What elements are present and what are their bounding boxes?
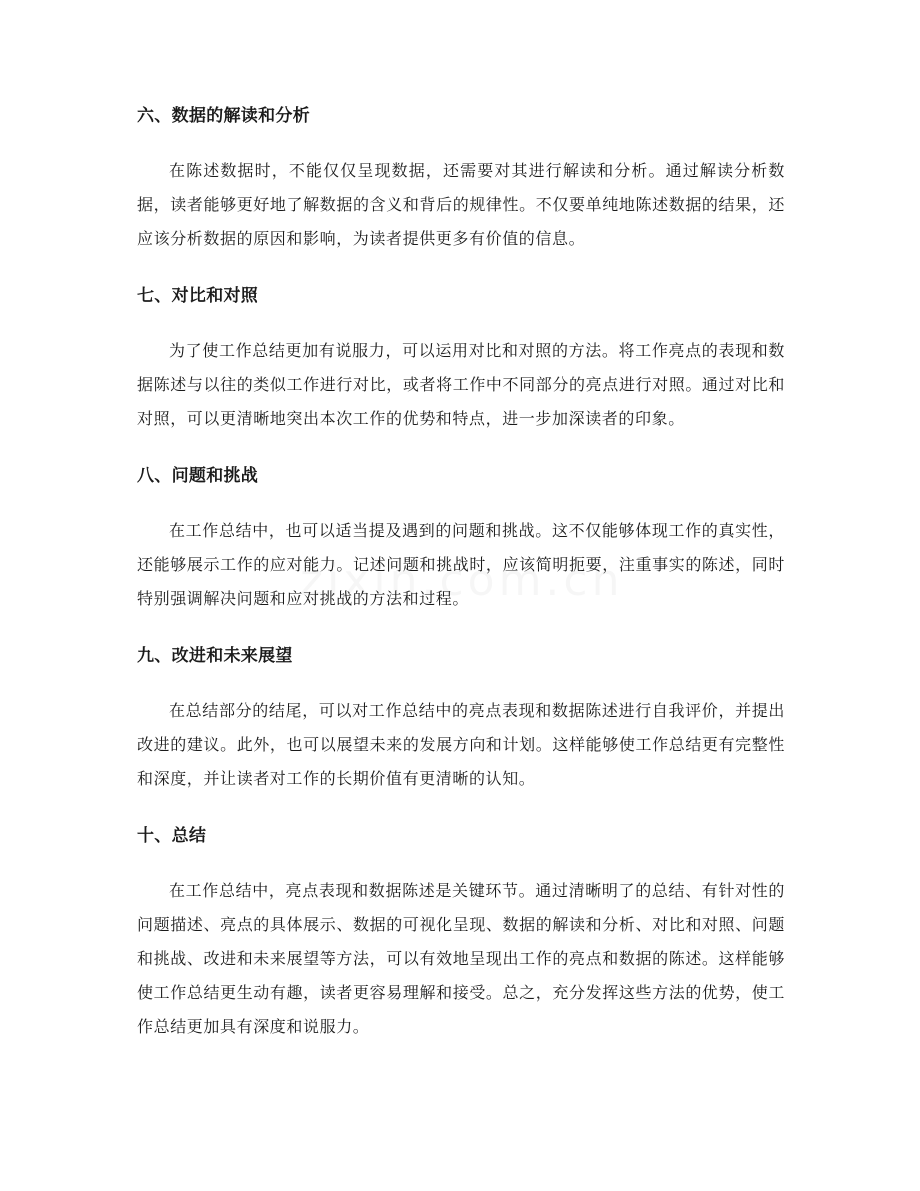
section-heading: 六、数据的解读和分析 [137,106,310,126]
section-paragraph: 为了使工作总结更加有说服力，可以运用对比和对照的方法。将工作亮点的表现和数据陈述与以往的类似工作进行对比，或者将工作中不同部分的亮点进行对照。通过对比和对照，可以更清晰地突出本次工作的优势和特点，进一步加深读者的印象。 [137,341,785,428]
section-paragraph: 在工作总结中，也可以适当提及遇到的问题和挑战。这不仅能够体现工作的真实性，还能够展示工作的应对能力。记述问题和挑战时，应该简明扼要，注重事实的陈述，同时特别强调解决问题和应对挑战的方法和过程。 [137,521,785,608]
section-heading: 九、改进和未来展望 [137,646,293,666]
section-10 [137,824,785,1044]
section-8 [137,464,785,616]
section-heading: 七、对比和对照 [137,286,259,306]
section-paragraph: 在总结部分的结尾，可以对工作总结中的亮点表现和数据陈述进行自我评价，并提出改进的建议。此外，也可以展望未来的发展方向和计划。这样能够使工作总结更有完整性和深度，并让读者对工作的长期价值有更清晰的认知。 [137,701,785,788]
section-9 [137,644,785,796]
section-paragraph: 在陈述数据时，不能仅仅呈现数据，还需要对其进行解读和分析。通过解读分析数据，读者能够更好地了解数据的含义和背后的规律性。不仅要单纯地陈述数据的结果，还应该分析数据的原因和影响，为读者提供更多有价值的信息。 [137,161,785,248]
section-6 [137,104,785,256]
section-heading: 八、问题和挑战 [137,466,259,486]
section-heading: 十、总结 [137,826,207,846]
document-body [137,104,785,1072]
section-paragraph: 在工作总结中，亮点表现和数据陈述是关键环节。通过清晰明了的总结、有针对性的问题描述、亮点的具体展示、数据的可视化呈现、数据的解读和分析、对比和对照、问题和挑战、改进和未来展望等方法，可以有效地呈现出工作的亮点和数据的陈述。这样能够使工作总结更生动有趣，读者更容易理解和接受。总之，充分发挥这些方法的优势，使工作总结更加具有深度和说服力。 [137,881,785,1036]
section-7 [137,284,785,436]
